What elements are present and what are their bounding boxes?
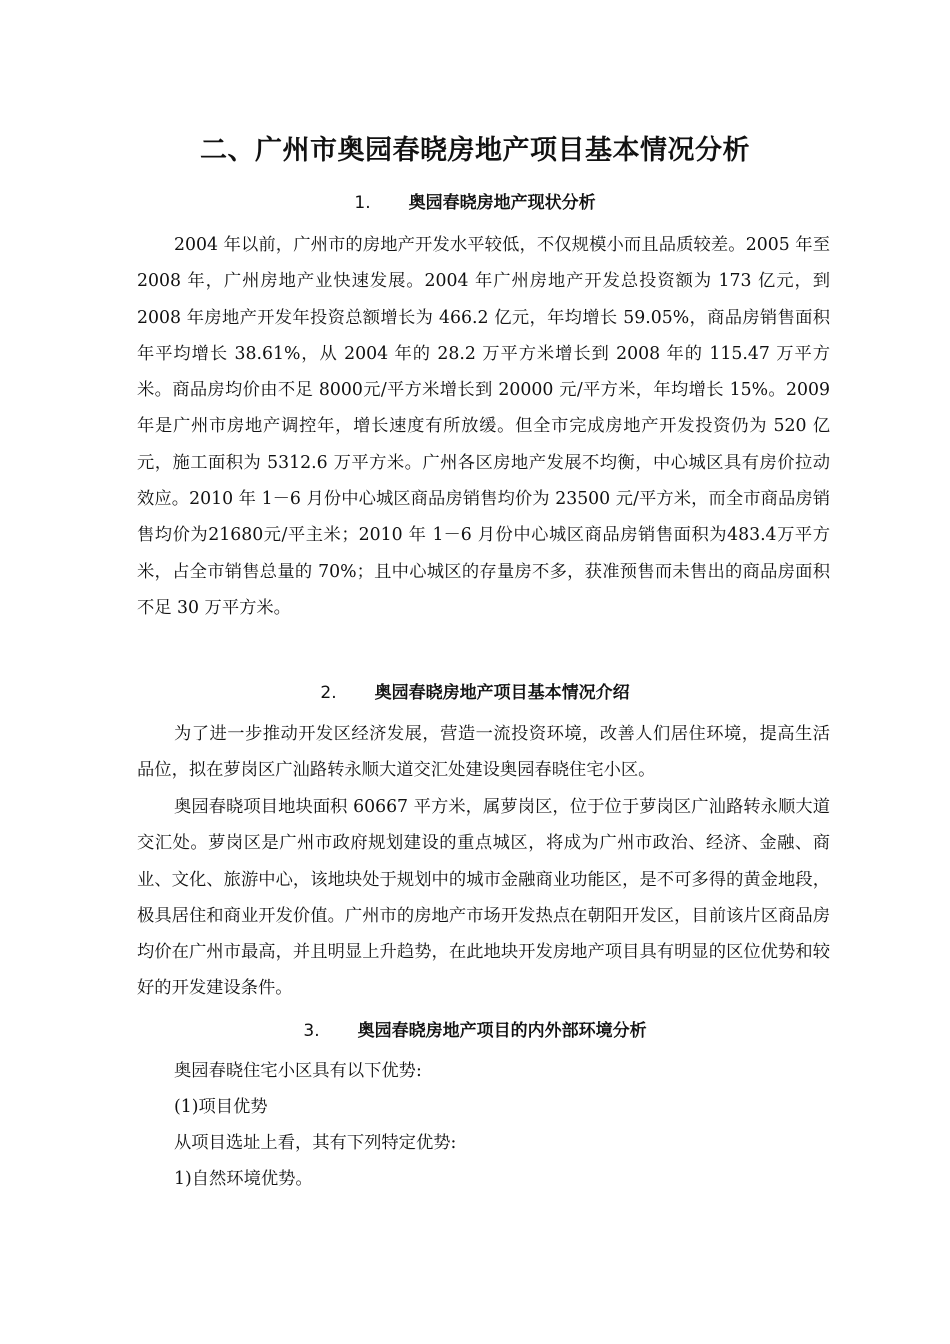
section-3-line-3: 从项目选址上看，其有下列特定优势: [174,1133,457,1153]
section-3-line-2: (1)项目优势 [174,1097,268,1117]
section-3-number: 3. [303,1021,320,1041]
section-3-title: 奥园春晓房地产项目的内外部环境分析 [357,1021,647,1041]
section-3-line-1: 奥园春晓住宅小区具有以下优势: [174,1061,422,1081]
section-3-heading [0,1016,950,1041]
section-2-title: 奥园春晓房地产项目基本情况介绍 [374,683,630,703]
section-1-title: 奥园春晓房地产现状分析 [408,193,596,213]
section-1-number: 1. [354,193,371,213]
section-3-line-4: 1)自然环境优势。 [174,1169,313,1189]
section-1-paragraph-1: 2004 年以前，广州市的房地产开发水平较低，不仅规模小而且品质较差。2005 年至 2008 年，广州房地产业快速发展。2004 年广州房地产开发总投资额为 173 亿元，到 2008 年房地产开发年投资总额增长为 466.2 亿元，年均增长 59.05%，商品房销售面积年平均增长 38.61%，从 2004 年的 28.2 万平方米增长到 2008 年的 115.47 万平方米。商品房均价由不足 8000元/平方米增长到 20000 元/平方米，年均增长 15%。2009 年是广州市房地产调控年，增长速度有所放缓。但全市完成房地产开发投资仍为 520 亿元，施工面积为 5312.6 万平方米。广州各区房地产发展不均衡，中心城区具有房价拉动效应。2010 年 1－6 月份中心城区商品房销售均价为 23500 元/平方米，而全市商品房销售均价为21680元/平主米；2010 年 1－6 月份中心城区商品房销售面积为483.4万平方米，占全市销售总量的 70%；且中心城区的存量房不多，获准预售而未售出的商品房面积不足 30 万平方米。 [137,235,830,618]
section-2-number: 2. [320,683,337,703]
section-2-paragraph-2: 奥园春晓项目地块面积 60667 平方米，属萝岗区，位于位于萝岗区广汕路转永顺大道交汇处。萝岗区是广州市政府规划建设的重点城区，将成为广州市政治、经济、金融、商业、文化、旅游中心，该地块处于规划中的城市金融商业功能区，是不可多得的黄金地段，极具居住和商业开发价值。广州市的房地产市场开发热点在朝阳开发区，目前该片区商品房均价在广州市最高，并且明显上升趋势，在此地块开发房地产项目具有明显的区位优势和较好的开发建设条件。 [137,797,830,999]
section-2-heading [0,678,950,703]
section-2-paragraph-1: 为了进一步推动开发区经济发展，营造一流投资环境，改善人们居住环境，提高生活品位，拟在萝岗区广汕路转永顺大道交汇处建设奥园春晓住宅小区。 [137,724,830,781]
page-title: 二、广州市奥园春晓房地产项目基本情况分析 [200,135,750,166]
section-1-heading [0,188,950,213]
